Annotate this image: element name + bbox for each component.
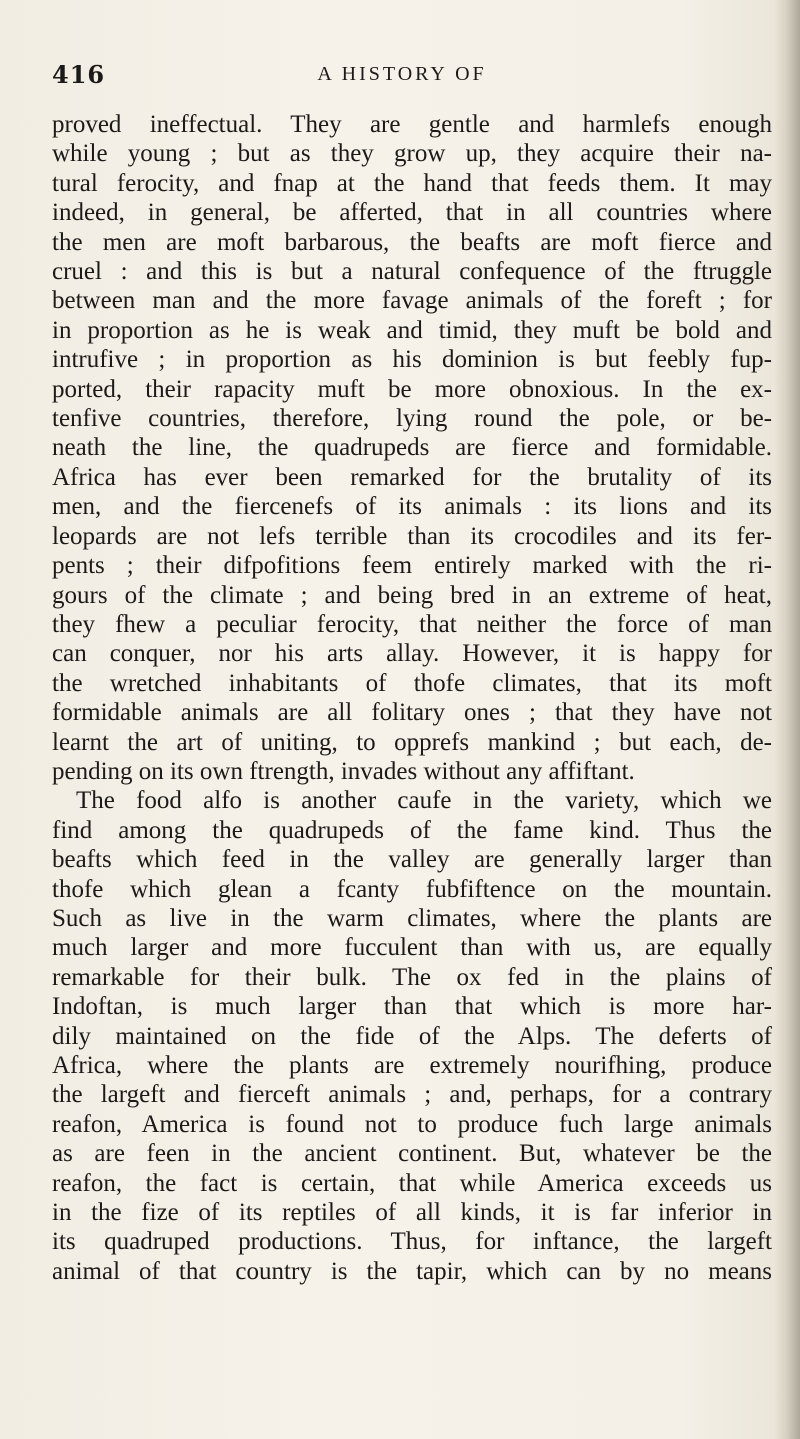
text-line: Africa has ever been remarked for the brutality of its	[52, 463, 772, 491]
text-line: men, and the fiercenefs of its animals : its lions and its	[52, 493, 772, 521]
text-line: tenfive countries, therefore, lying round the pole, or be-	[52, 405, 772, 433]
text-line: the men are moft barbarous, the beafts are moft fierce and	[52, 228, 772, 256]
text-line: can conquer, nor his arts allay. However, it is happy for	[52, 640, 772, 668]
text-line: learnt the art of uniting, to opprefs mankind ; but each, de-	[52, 728, 772, 756]
text-line: reafon, America is found not to produce fuch large animals	[52, 1110, 772, 1138]
text-line: leopards are not lefs terrible than its crocodiles and its fer-	[52, 522, 772, 550]
text-line: tural ferocity, and fnap at the hand that feeds them. It may	[52, 169, 772, 197]
paragraph-end-line: pending on its own ftrength, invades without any affiftant.	[52, 757, 635, 785]
running-title: A HISTORY OF	[317, 63, 487, 85]
text-line: formidable animals are all folitary ones ; that they have not	[52, 699, 772, 727]
paragraph-start-line: The food alfo is another caufe in the variety, which we	[76, 787, 772, 815]
text-line: while young ; but as they grow up, they acquire their na-	[52, 140, 772, 168]
text-line: cruel : and this is but a natural confequence of the ftruggle	[52, 258, 772, 286]
text-line: pents ; their difpofitions feem entirely marked with the ri-	[52, 552, 772, 580]
text-line: indeed, in general, be afferted, that in all countries where	[52, 199, 772, 227]
text-line: much larger and more fucculent than with us, are equally	[52, 934, 772, 962]
text-line: animal of that country is the tapir, which can by no means	[52, 1257, 772, 1285]
page-edge-shadow	[774, 0, 800, 1439]
text-line: gours of the climate ; and being bred in an extreme of heat,	[52, 581, 772, 609]
text-line: intrufive ; in proportion as his dominion is but feebly fup-	[52, 346, 772, 374]
text-line: find among the quadrupeds of the fame kind. Thus the	[52, 816, 772, 844]
text-line: remarkable for their bulk. The ox fed in the plains of	[52, 963, 772, 991]
text-line: Such as live in the warm climates, where the plants are	[52, 904, 772, 932]
text-line: Indoftan, is much larger than that which is more har-	[52, 993, 772, 1021]
text-line: the wretched inhabitants of thofe climates, that its moft	[52, 669, 772, 697]
text-line: dily maintained on the fide of the Alps. The deferts of	[52, 1022, 772, 1050]
text-line: in the fize of its reptiles of all kinds, it is far inferior in	[52, 1199, 772, 1227]
text-line: they fhew a peculiar ferocity, that neither the force of man	[52, 610, 772, 638]
text-line: as are feen in the ancient continent. But, whatever be the	[52, 1140, 772, 1168]
text-line: beafts which feed in the valley are generally larger than	[52, 846, 772, 874]
text-line: thofe which glean a fcanty fubfiftence on the mountain.	[52, 875, 772, 903]
page-header	[52, 60, 752, 100]
text-line: neath the line, the quadrupeds are fierce and formidable.	[52, 434, 772, 462]
text-line: in proportion as he is weak and timid, they muft be bold and	[52, 316, 772, 344]
text-line: Africa, where the plants are extremely nourifhing, produce	[52, 1052, 772, 1079]
text-line: its quadruped productions. Thus, for inftance, the largeft	[52, 1228, 772, 1256]
text-line: reafon, the fact is certain, that while America exceeds us	[52, 1169, 772, 1197]
text-line: proved ineffectual. They are gentle and harmlefs enough	[52, 111, 772, 138]
text-line: the largeft and fierceft animals ; and, perhaps, for a contrary	[52, 1081, 772, 1109]
page-number: 416	[52, 60, 106, 89]
text-line: between man and the more favage animals of the foreft ; for	[52, 287, 772, 315]
body-text	[52, 110, 772, 1286]
text-line: ported, their rapacity muft be more obnoxious. In the ex-	[52, 375, 772, 403]
